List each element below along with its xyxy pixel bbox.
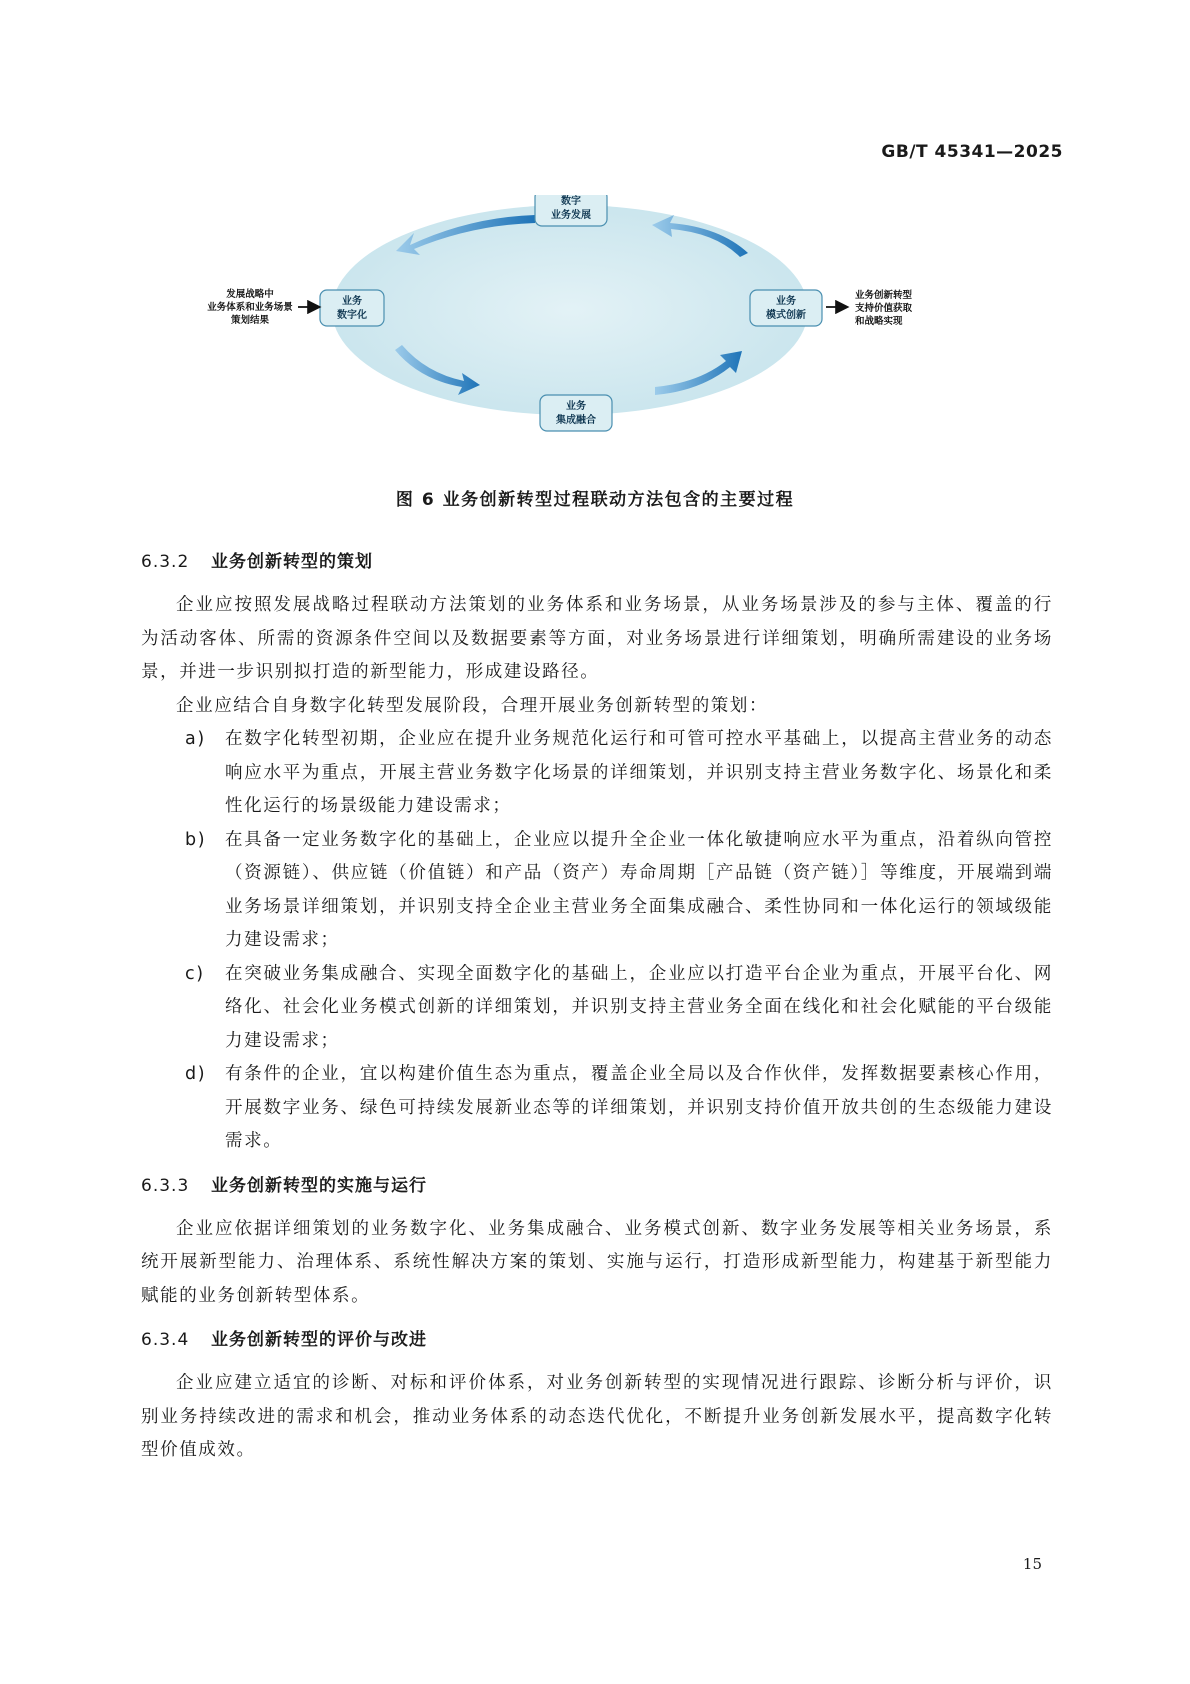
paragraph: 企业应按照发展战略过程联动方法策划的业务体系和业务场景，从业务场景涉及的参与主体、覆盖的行为活动客体、所需的资源条件空间以及数据要素等方面，对业务场景进行详细策划，明确所需建设的业务场景，并进一步识别拟打造的新型能力，形成建设路径。 xyxy=(141,595,1053,682)
list-item xyxy=(141,958,1053,1059)
output-line2: 支持价值获取 xyxy=(855,303,913,314)
node-business-digitalization xyxy=(320,290,384,326)
section-title: 业务创新转型的策划 xyxy=(211,552,373,572)
section-number: 6.3.4 xyxy=(141,1330,190,1350)
section-heading-6-3-2 xyxy=(141,545,1053,579)
section-heading-6-3-4 xyxy=(141,1323,1053,1357)
node-top-line2: 业务发展 xyxy=(551,210,591,221)
section-number: 6.3.2 xyxy=(141,552,190,572)
section-title: 业务创新转型的评价与改进 xyxy=(211,1330,427,1350)
list-item xyxy=(141,1058,1053,1159)
item-text: 在突破业务集成融合、实现全面数字化的基础上，企业应以打造平台企业为重点，开展平台化、网络化、社会化业务模式创新的详细策划，并识别支持主营业务全面在线化和社会化赋能的平台级能力建设需求； xyxy=(225,963,1053,1051)
output-label xyxy=(855,289,913,327)
item-mark: a) xyxy=(185,729,206,749)
list-item xyxy=(141,723,1053,824)
input-line3: 策划结果 xyxy=(230,315,270,326)
node-bottom-line1: 业务 xyxy=(566,401,586,412)
figure-caption: 图 6 业务创新转型过程联动方法包含的主要过程 xyxy=(395,490,795,510)
page-number: 15 xyxy=(1022,1555,1042,1573)
process-cycle-diagram xyxy=(200,195,1000,460)
input-label xyxy=(207,288,293,326)
item-mark: b) xyxy=(185,829,207,850)
body-content xyxy=(141,545,1053,1468)
node-business-model-innovation xyxy=(750,290,822,326)
list-item xyxy=(141,824,1053,958)
node-left-line1: 业务 xyxy=(342,296,362,307)
paragraph: 企业应依据详细策划的业务数字化、业务集成融合、业务模式创新、数字业务发展等相关业务场景，系统开展新型能力、治理体系、系统性解决方案的策划、实施与运行，打造形成新型能力，构建基于新型能力赋能的业务创新转型体系。 xyxy=(141,1218,1053,1306)
section-number: 6.3.3 xyxy=(141,1175,190,1196)
node-digital-business xyxy=(535,195,607,226)
node-right-line1: 业务 xyxy=(776,296,796,307)
node-left-line2: 数字化 xyxy=(337,310,367,321)
node-bottom-line2: 集成融合 xyxy=(556,415,596,426)
item-list xyxy=(141,723,1053,1159)
output-line3: 和战略实现 xyxy=(855,316,903,327)
input-line2: 业务体系和业务场景 xyxy=(207,302,293,313)
node-top-line1: 数字 xyxy=(561,196,581,207)
section-heading-6-3-3 xyxy=(141,1169,1053,1203)
standard-code: GB/T 45341—2025 xyxy=(881,142,1063,162)
paragraph: 企业应建立适宜的诊断、对标和评价体系，对业务创新转型的实现情况进行跟踪、诊断分析与评价，识别业务持续改进的需求和机会，推动业务体系的动态迭代优化，不断提升业务创新发展水平，提高数字化转型价值成效。 xyxy=(141,1373,1053,1460)
section-title: 业务创新转型的实施与运行 xyxy=(211,1175,427,1196)
item-mark: c) xyxy=(185,963,205,984)
output-line1: 业务创新转型 xyxy=(855,290,913,301)
item-text: 在具备一定业务数字化的基础上，企业应以提升全企业一体化敏捷响应水平为重点，沿着纵向管控（资源链）、供应链（价值链）和产品（资产）寿命周期［产品链（资产链）］等维度，开展端到端业务场景详细策划，并识别支持全企业主营业务全面集成融合、柔性协同和一体化运行的领域级能力建设需求； xyxy=(225,829,1053,950)
node-business-integration xyxy=(540,395,612,431)
item-mark: d) xyxy=(185,1064,207,1084)
node-right-line2: 模式创新 xyxy=(766,310,806,321)
cycle-ellipse xyxy=(332,205,808,415)
item-text: 在数字化转型初期，企业应在提升业务规范化运行和可管可控水平基础上，以提高主营业务的动态响应水平为重点，开展主营业务数字化场景的详细策划，并识别支持主营业务数字化、场景化和柔性化运行的场景级能力建设需求； xyxy=(225,729,1053,816)
input-line1: 发展战略中 xyxy=(226,289,274,300)
paragraph: 企业应结合自身数字化转型发展阶段，合理开展业务创新转型的策划： xyxy=(176,695,769,716)
item-text: 有条件的企业，宜以构建价值生态为重点，覆盖企业全局以及合作伙伴，发挥数据要素核心作用，开展数字业务、绿色可持续发展新业态等的详细策划，并识别支持价值开放共创的生态级能力建设需求。 xyxy=(225,1064,1053,1151)
